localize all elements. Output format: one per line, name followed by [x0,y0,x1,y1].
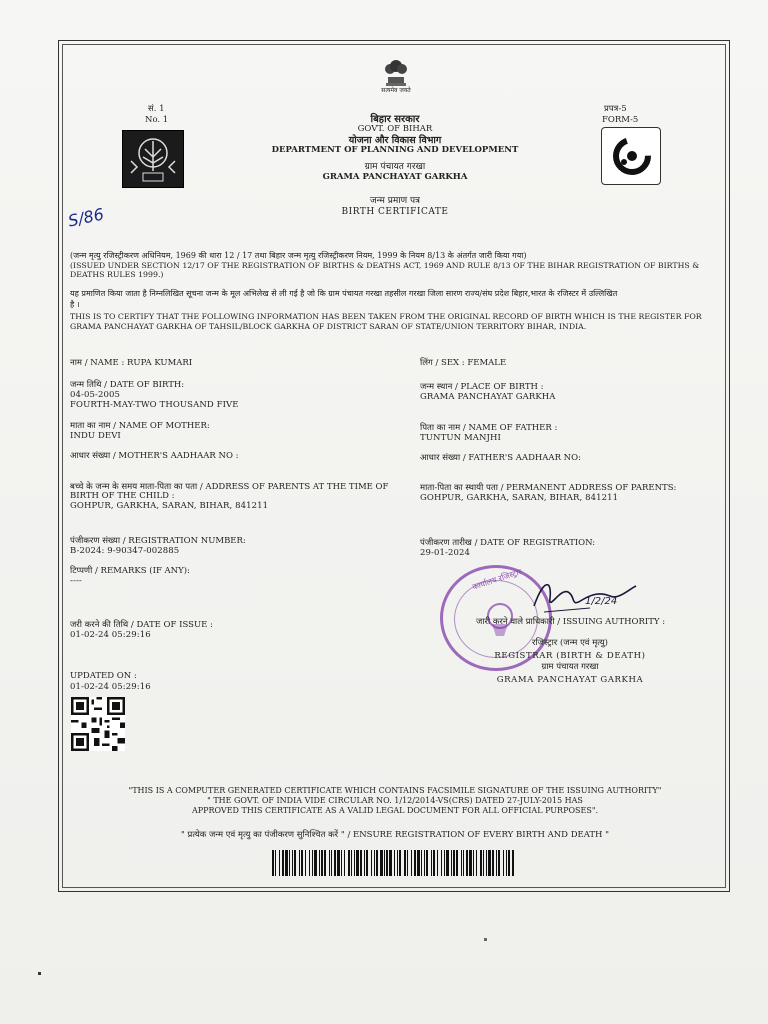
barcode-bar [431,850,432,876]
barcode-icon [272,850,514,876]
barcode-bar [319,850,320,876]
certify-line-1: THIS IS TO CERTIFY THAT THE FOLLOWING INFORMATION HAS BEEN TAKEN FROM THE ORIGINAL RECORD OF BIRTH WHICH IS THE REGISTER FOR [70,312,702,321]
certify-hindi-line-2: है । [70,300,80,309]
govt-hindi: बिहार सरकार [370,114,420,125]
barcode-bar [380,850,383,876]
barcode-bar [364,850,365,876]
barcode-bar [309,850,310,876]
barcode-bar [466,850,468,876]
form-number: FORM-5 [602,115,639,125]
barcode-bar [331,850,332,876]
issue-date-label: जरी करने की तिथि / DATE OF ISSUE : [70,620,213,630]
emblem-caption: सत्यमेव जयते [381,87,411,94]
barcode-bar [299,850,300,876]
barcode-bar [394,850,395,876]
mother-name-value: INDU DEVI [70,431,121,441]
barcode-bar [351,850,352,876]
barcode-bar [324,850,326,876]
barcode-bar [486,850,487,876]
registration-date-value: 29-01-2024 [420,548,471,558]
certificate-title: BIRTH CERTIFICATE [341,207,449,217]
barcode-bar [386,850,388,876]
barcode-bar [503,850,504,876]
barcode-bar [417,850,420,876]
barcode-bar [492,850,494,876]
barcode-bar [312,850,313,876]
place-of-birth-value: GRAMA PANCHAYAT GARKHA [420,392,556,402]
panchayat-hindi: ग्राम पंचायत गरखा [364,162,426,172]
barcode-bar [411,850,412,876]
barcode-bar [289,850,290,876]
dob-words: FOURTH-MAY-TWO THOUSAND FIVE [70,400,239,410]
barcode-bar [512,850,514,876]
barcode-bar [456,850,458,876]
barcode-bar [404,850,406,876]
sex-field: लिंग / SEX : FEMALE [420,358,507,368]
authority-panchayat-hindi: ग्राम पंचायत गरखा [541,662,599,672]
permanent-address-label: माता-पिता का स्थायी पता / PERMANENT ADDRESS OF PARENTS: [420,483,677,493]
barcode-bar [397,850,398,876]
barcode-bar [301,850,303,876]
barcode-bar [334,850,336,876]
crs-logo [601,127,661,185]
barcode-bar [446,850,449,876]
barcode-bar [496,850,497,876]
address-birth-label-2: BIRTH OF THE CHILD : [70,491,175,501]
mother-aadhaar-label: आधार संख्या / MOTHER'S AADHAAR NO : [70,451,239,461]
footer-note-line-2: " THE GOVT. OF INDIA VIDE CIRCULAR NO. 1/12/2014-VS(CRS) DATED 27-JULY-2015 HAS [207,796,583,805]
barcode-bar [441,850,442,876]
barcode-bar [305,850,306,876]
dept-name: DEPARTMENT OF PLANNING AND DEVELOPMENT [271,145,519,155]
dob-label: जन्म तिथि / DATE OF BIRTH: [70,380,185,390]
barcode-bar [444,850,445,876]
authority-panchayat-name: GRAMA PANCHAYAT GARKHA [496,675,644,685]
mother-name-label: माता का नाम / NAME OF MOTHER: [70,421,210,431]
bodhi-tree-icon [123,131,183,187]
registration-number-label: पंजीकरण संख्या / REGISTRATION NUMBER: [70,536,246,546]
barcode-bar [272,850,274,876]
certify-hindi-line-1: यह प्रमाणित किया जाता है निम्नलिखित सूचना जन्म के मूल अभिलेख से ली गई है जो कि ग्राम पंचायत गरखा तहसील गरखा जिला सारण राज्य/संघ प्रदेश बिहार,भारत के रजिस्टर में उल्लिखित [70,289,618,298]
crs-emblem-icon [602,128,660,184]
bihar-govt-logo [122,130,184,188]
barcode-bar [282,850,284,876]
serial-number: No. 1 [145,115,169,125]
updated-on-value: 01-02-24 05:29:16 [70,682,151,692]
barcode-bar [292,850,293,876]
registration-date-label: पंजीकरण तारीख / DATE OF REGISTRATION: [420,538,596,548]
issued-under-hindi: (जन्म मृत्यु रजिस्ट्रीकरण अधिनियम, 1969 की धारा 12 / 17 तथा बिहार जन्म मृत्यु रजिस्ट्रीकरण नियम, 1999 के नियम 8/13 के अंतर्गत जारी किया गया) [70,251,527,260]
barcode-bar [437,850,438,876]
barcode-bar [414,850,416,876]
qr-code-icon [70,697,126,751]
barcode-bar [480,850,482,876]
remarks-label: टिप्पणी / REMARKS (IF ANY): [70,566,190,576]
barcode-bar [451,850,452,876]
barcode-bar [424,850,425,876]
barcode-bar [314,850,317,876]
barcode-bar [463,850,464,876]
barcode-bar [498,850,500,876]
panchayat-name: GRAMA PANCHAYAT GARKHA [322,172,468,182]
barcode-bar [461,850,462,876]
barcode-bar [294,850,296,876]
stray-mark [484,938,487,941]
govt-name: GOVT. OF BIHAR [357,124,433,134]
registration-number-value: B-2024: 9-90347-002885 [70,546,180,556]
footer-note-line-1: "THIS IS A COMPUTER GENERATED CERTIFICATE WHICH CONTAINS FACSIMILE SIGNATURE OF THE ISSUING AUTHORITY" [128,786,662,795]
registrar-hindi: रजिस्ट्रार (जन्म एवं मृत्यु) [532,638,608,648]
issue-date-value: 01-02-24 05:29:16 [70,630,151,640]
issuing-authority-label: जारी करने वाले प्राधिकारी / ISSUING AUTHORITY : [476,617,666,627]
name-field: नाम / NAME : RUPA KUMARI [70,358,193,368]
father-name-label: पिता का नाम / NAME OF FATHER : [420,423,558,433]
barcode-bar [374,850,375,876]
issued-under-line-2: DEATHS RULES 1999.) [70,270,164,279]
father-name-value: TUNTUN MANJHI [420,433,501,443]
address-birth-label-1: बच्चे के जन्म के समय माता-पिता का पता / ADDRESS OF PARENTS AT THE TIME OF [70,482,389,492]
barcode-bar [407,850,408,876]
footer-note-line-3: APPROVED THIS CERTIFICATE AS A VALID LEGAL DOCUMENT FOR ALL OFFICIAL PURPOSES". [191,806,599,815]
address-birth-value: GOHPUR, GARKHA, SARAN, BIHAR, 841211 [70,501,269,511]
barcode-bar [389,850,392,876]
barcode-bar [366,850,368,876]
form-hindi: प्रपत्र-5 [604,104,627,114]
signature-date: 1/2/24 [585,596,618,607]
remarks-value: ---- [70,576,82,586]
barcode-bar [337,850,340,876]
barcode-bar [473,850,474,876]
updated-on-label: UPDATED ON : [70,671,137,681]
dept-hindi: योजना और विकास विभाग [348,135,442,146]
ensure-registration-slogan: " प्रत्येक जन्म एवं मृत्यु का पंजीकरण सुनिश्चित करें " / ENSURE REGISTRATION OF EVERY BIRTH AND DEATH " [180,830,610,840]
barcode-bar [506,850,507,876]
barcode-bar [453,850,455,876]
barcode-bar [279,850,280,876]
barcode-bar [341,850,342,876]
barcode-bar [399,850,401,876]
certificate-title-hindi: जन्म प्रमाण पत्र [369,196,421,206]
barcode-bar [469,850,472,876]
barcode-bar [354,850,355,876]
barcode-bar [356,850,359,876]
barcode-bar [476,850,477,876]
barcode-bar [483,850,484,876]
barcode-bar [275,850,276,876]
barcode-bar [376,850,378,876]
dob-value: 04-05-2005 [70,390,121,400]
permanent-address-value: GOHPUR, GARKHA, SARAN, BIHAR, 841211 [420,493,619,503]
barcode-bar [371,850,372,876]
barcode-bar [433,850,435,876]
barcode-bar [421,850,422,876]
father-aadhaar-label: आधार संख्या / FATHER'S AADHAAR NO: [420,453,581,463]
barcode-bar [285,850,288,876]
issued-under-line-1: (ISSUED UNDER SECTION 12/17 OF THE REGISTRATION OF BIRTHS & DEATHS ACT, 1969 AND RULE 8/13 OF THE BIHAR REGISTRATION OF BIRTHS & [70,261,700,270]
barcode-bar [360,850,362,876]
registrar-title: REGISTRAR (BIRTH & DEATH) [494,651,646,661]
barcode-bar [348,850,350,876]
stray-mark [38,972,41,975]
place-of-birth-label: जन्म स्थान / PLACE OF BIRTH : [420,382,544,392]
barcode-bar [508,850,510,876]
handwritten-mark: S/86 [66,204,106,231]
serial-hindi: सं. 1 [148,104,165,114]
barcode-bar [426,850,428,876]
barcode-bar [321,850,323,876]
barcode-bar [488,850,491,876]
barcode-bar [329,850,330,876]
barcode-bar [344,850,345,876]
barcode-bar [384,850,385,876]
certify-line-2: GRAMA PANCHAYAT GARKHA OF TAHSIL/BLOCK GARKHA OF DISTRICT SARAN OF STATE/UNION TERRITORY BIHAR, INDIA. [70,322,587,331]
stamp-text: कार्यालय रजिस्ट्रार [471,567,523,592]
